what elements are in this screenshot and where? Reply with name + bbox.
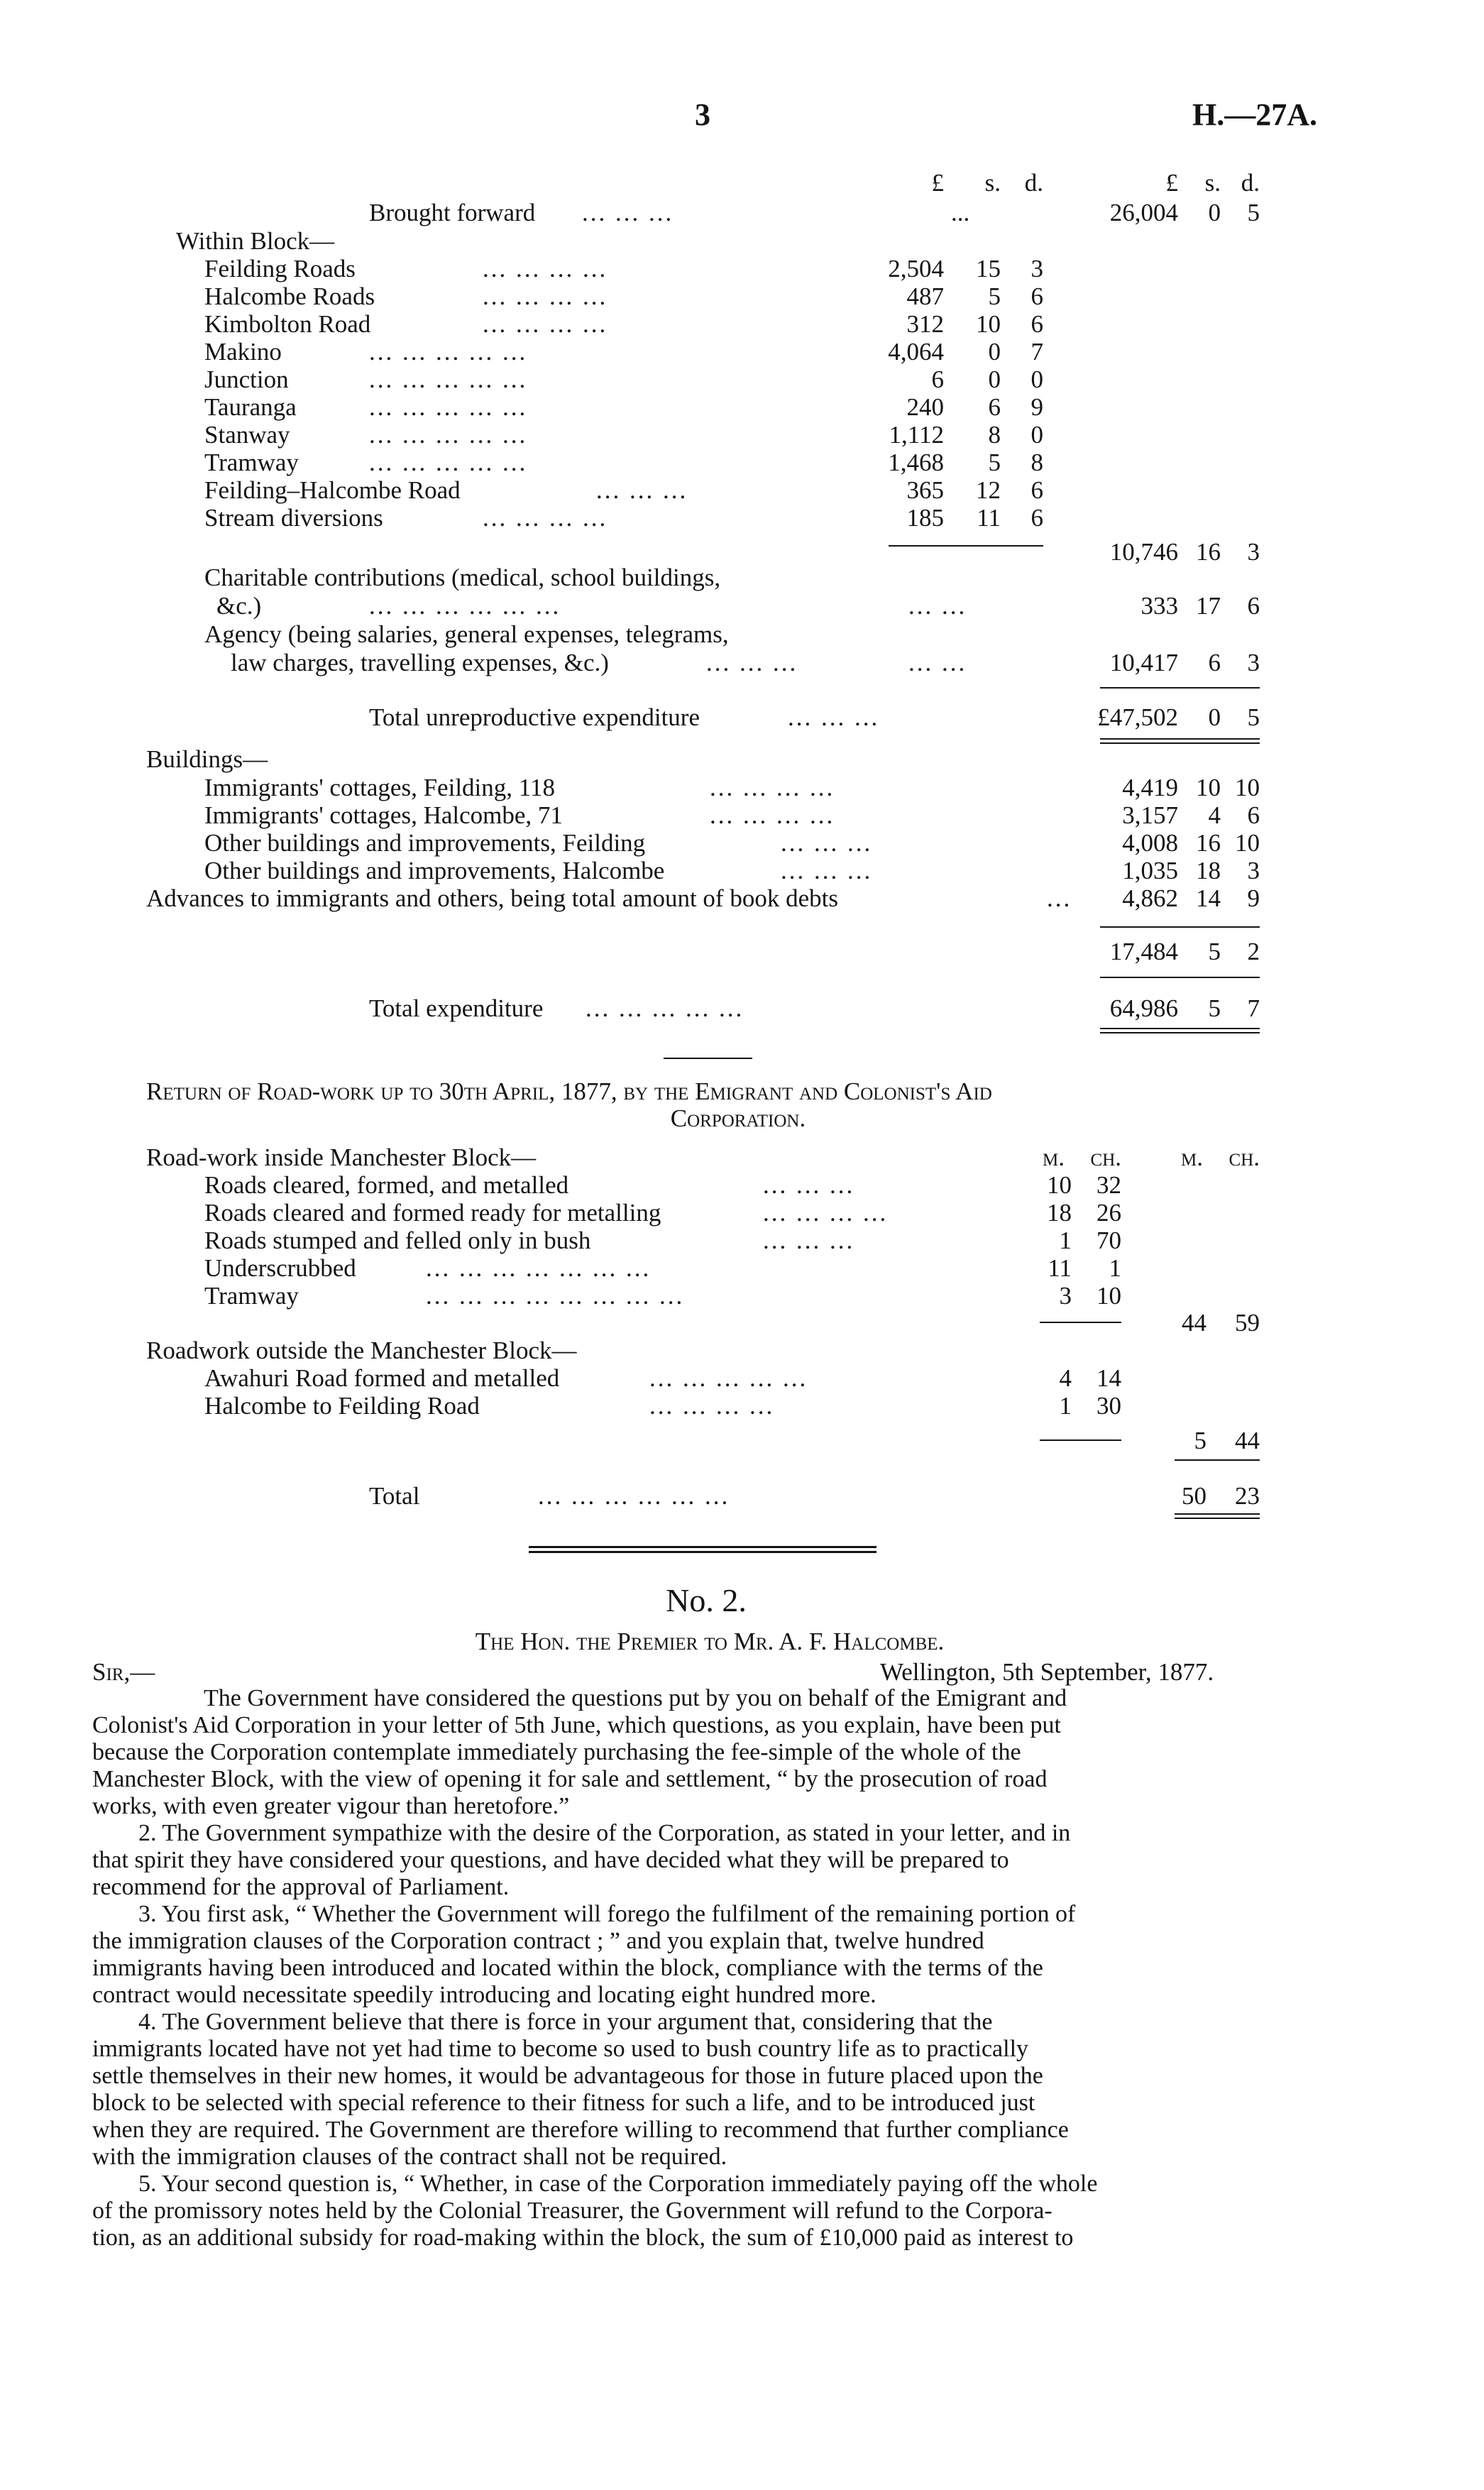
item-dots: ... ... ... ... ... <box>369 366 528 393</box>
item-label: Feilding Roads <box>204 255 356 283</box>
unreproductive-pence: 5 <box>1247 703 1260 731</box>
item-dots: ... ... ... ... <box>483 504 608 532</box>
item-pounds: 185 <box>906 504 944 532</box>
double-rule-a <box>1100 738 1260 740</box>
agency-shillings: 6 <box>1208 649 1221 676</box>
item-label: Roads cleared and formed ready for metalling <box>204 1199 661 1227</box>
brought-forward-shillings: 0 <box>1208 199 1221 226</box>
item-label: Tramway <box>204 449 299 476</box>
letter-line: immigrants having been introduced and located within the block, compliance with the terms of the <box>92 1955 1043 1981</box>
total-expenditure-label: Total expenditure <box>369 994 544 1022</box>
charitable-mid-dots: ... ... <box>908 592 967 620</box>
letter-line: Manchester Block, with the view of opening it for sale and settlement, “ by the prosecution of road <box>92 1766 1048 1792</box>
item-pence: 6 <box>1030 310 1043 338</box>
item-shillings: 10 <box>976 310 1001 338</box>
buildings-total-shillings: 5 <box>1208 938 1221 965</box>
item-shillings: 15 <box>976 255 1001 283</box>
item-chains: 30 <box>1096 1392 1121 1420</box>
item-miles: 4 <box>1059 1364 1072 1392</box>
letter-number: No. 2. <box>666 1582 747 1618</box>
double-rule-c <box>1100 1028 1260 1029</box>
letter-line: Colonist's Aid Corporation in your letter of 5th June, which questions, as you explain, have been put <box>92 1712 1061 1738</box>
within-block-total-shillings: 16 <box>1196 538 1221 566</box>
item-pence: 6 <box>1247 801 1260 829</box>
advances-pounds: 4,862 <box>1122 884 1178 912</box>
item-dots: ... ... ... ... <box>710 801 835 829</box>
roadwork-outside-heading: Roadwork outside the Manchester Block— <box>146 1337 577 1364</box>
letter-subtitle: The Hon. the Premier to Mr. A. F. Halcombe. <box>475 1628 945 1655</box>
col-head-shillings-2: s. <box>1204 169 1221 197</box>
section-divider-short <box>664 1058 752 1059</box>
item-pounds: 487 <box>906 283 944 310</box>
charitable-pounds: 333 <box>1141 592 1178 620</box>
total-expenditure-pounds: 64,986 <box>1109 994 1178 1022</box>
item-dots: ... ... ... ... <box>649 1392 775 1420</box>
item-pounds: 3,157 <box>1122 801 1178 829</box>
brought-forward-dots: ... ... ... <box>582 199 674 226</box>
item-dots: ... ... ... ... ... ... ... <box>426 1254 652 1282</box>
item-pounds: 2,504 <box>888 255 944 283</box>
item-label: Immigrants' cottages, Halcombe, 71 <box>204 801 563 829</box>
item-dots: ... ... ... <box>763 1227 855 1254</box>
subtotal-rule-4 <box>1100 977 1260 978</box>
item-label: Halcombe to Feilding Road <box>204 1392 480 1420</box>
item-pounds: 312 <box>906 310 944 338</box>
item-pounds: 1,035 <box>1122 857 1178 884</box>
item-shillings: 11 <box>977 504 1001 532</box>
advances-pence: 9 <box>1247 884 1260 912</box>
letter-line: 4. The Government believe that there is force in your argument that, considering that the <box>138 2009 993 2035</box>
letter-line: immigrants located have not yet had time to become so used to bush country life as to practically <box>92 2036 1029 2062</box>
letter-line: 5. Your second question is, “ Whether, in case of the Corporation immediately paying off the whole <box>138 2171 1098 2197</box>
agency-label-line2: law charges, travelling expenses, &c.) <box>231 649 609 676</box>
item-pounds: 6 <box>931 366 944 393</box>
within-block-total-pounds: 10,746 <box>1109 538 1178 566</box>
double-rule-b <box>1100 742 1260 744</box>
item-dots: ... ... ... ... ... <box>369 393 528 421</box>
subtotal-rule-3 <box>1100 926 1260 928</box>
item-shillings: 0 <box>988 366 1001 393</box>
roadwork-total-dots: ... ... ... ... ... ... <box>538 1482 730 1510</box>
brought-forward-mid-dots: ... <box>951 199 970 226</box>
subtotal-rule-2 <box>1100 687 1260 689</box>
agency-mid-dots: ... ... <box>908 649 967 676</box>
letter-salutation: Sir,— <box>92 1658 155 1686</box>
letter-line: of the promissory notes held by the Colonial Treasurer, the Government will refund to the Corpora- <box>92 2198 1052 2224</box>
item-chains: 14 <box>1096 1364 1121 1392</box>
letter-line: block to be selected with special reference to their fitness for such a life, and to be introduced just <box>92 2090 1035 2116</box>
item-label: Feilding–Halcombe Road <box>204 476 461 504</box>
roadwork-outside-total-chains: 44 <box>1235 1427 1260 1454</box>
item-label: Roads cleared, formed, and metalled <box>204 1171 569 1199</box>
letter-line: with the immigration clauses of the contract shall not be required. <box>92 2144 727 2170</box>
item-pence: 3 <box>1030 255 1043 283</box>
item-label: Awahuri Road formed and metalled <box>204 1364 560 1392</box>
within-block-heading: Within Block— <box>176 227 335 255</box>
roadwork-grand-total-miles: 50 <box>1182 1482 1207 1510</box>
letter-line: tion, as an additional subsidy for road-making within the block, the sum of £10,000 paid as interest to <box>92 2225 1074 2251</box>
item-chains: 70 <box>1096 1227 1121 1254</box>
item-dots: ... ... ... ... ... ... ... ... <box>426 1282 685 1310</box>
item-label: Junction <box>204 366 289 393</box>
col-head-chains-2: ch. <box>1229 1143 1260 1171</box>
letter-line: settle themselves in their new homes, it would be advantageous for those in future placed upon the <box>92 2063 1043 2089</box>
item-pounds: 4,008 <box>1122 829 1178 857</box>
charitable-label-line2: &c.) <box>216 592 262 620</box>
total-expenditure-pence: 7 <box>1247 994 1260 1022</box>
col-head-pence-1: d. <box>1024 169 1043 197</box>
item-pence: 6 <box>1030 476 1043 504</box>
item-pence: 6 <box>1030 283 1043 310</box>
item-dots: ... ... ... <box>596 476 688 504</box>
section-separator-b <box>529 1551 876 1553</box>
item-miles: 1 <box>1059 1392 1072 1420</box>
item-chains: 10 <box>1096 1282 1121 1310</box>
agency-label-line1: Agency (being salaries, general expenses, telegrams, <box>204 620 729 648</box>
item-label: Immigrants' cottages, Feilding, 118 <box>204 774 555 801</box>
item-label: Stanway <box>204 421 290 449</box>
col-head-chains-1: ch. <box>1090 1143 1121 1171</box>
buildings-total-pounds: 17,484 <box>1109 938 1178 965</box>
item-pence: 9 <box>1030 393 1043 421</box>
unreproductive-shillings: 0 <box>1208 703 1221 731</box>
item-chains: 26 <box>1096 1199 1121 1227</box>
roadwork-inside-total-miles: 44 <box>1182 1309 1207 1337</box>
item-dots: ... ... ... ... <box>483 255 608 283</box>
item-label: Stream diversions <box>204 504 383 532</box>
charitable-pence: 6 <box>1247 592 1260 620</box>
item-chains: 1 <box>1109 1254 1121 1282</box>
item-shillings: 12 <box>976 476 1001 504</box>
roadwork-subtotal-rule-1 <box>1040 1322 1121 1323</box>
unreproductive-dots: ... ... ... <box>788 703 880 731</box>
letter-line: works, with even greater vigour than heretofore.” <box>92 1793 570 1819</box>
col-head-pound-1: £ <box>931 169 944 197</box>
roadwork-title-line2: Corporation. <box>670 1104 806 1132</box>
item-dots: ... ... ... ... <box>483 310 608 338</box>
item-chains: 32 <box>1096 1171 1121 1199</box>
double-rule-d <box>1100 1032 1260 1033</box>
item-pence: 6 <box>1030 504 1043 532</box>
item-dots: ... ... ... <box>781 829 873 857</box>
agency-pounds: 10,417 <box>1109 649 1178 676</box>
item-shillings: 0 <box>988 338 1001 366</box>
unreproductive-pounds: £47,502 <box>1097 703 1178 731</box>
brought-forward-pounds: 26,004 <box>1109 199 1178 226</box>
item-dots: ... ... ... ... ... <box>369 449 528 476</box>
roadwork-outside-total-miles: 5 <box>1194 1427 1207 1454</box>
item-miles: 3 <box>1059 1282 1072 1310</box>
item-shillings: 4 <box>1208 801 1221 829</box>
item-dots: ... ... ... ... ... <box>369 421 528 449</box>
advances-dots: ... <box>1047 884 1072 912</box>
item-shillings: 16 <box>1196 829 1221 857</box>
charitable-shillings: 17 <box>1196 592 1221 620</box>
charitable-dots: ... ... ... ... ... ... <box>369 592 561 620</box>
agency-pence: 3 <box>1247 649 1260 676</box>
item-shillings: 10 <box>1196 774 1221 801</box>
item-pence: 7 <box>1030 338 1043 366</box>
letter-line: when they are required. The Government are therefore willing to recommend that further compliance <box>92 2117 1069 2143</box>
letter-line: recommend for the approval of Parliament. <box>92 1874 510 1900</box>
roadwork-inside-total-chains: 59 <box>1235 1309 1260 1337</box>
letter-line: 3. You first ask, “ Whether the Government will forego the fulfilment of the remaining portion of <box>138 1901 1076 1927</box>
letter-line: that spirit they have considered your questions, and have decided what they will be prepared to <box>92 1847 1009 1873</box>
total-expenditure-dots: ... ... ... ... ... <box>586 994 744 1022</box>
buildings-heading: Buildings— <box>146 745 268 773</box>
item-shillings: 8 <box>988 421 1001 449</box>
charitable-label-line1: Charitable contributions (medical, school buildings, <box>204 564 721 591</box>
letter-line: because the Corporation contemplate immediately purchasing the fee-simple of the whole of the <box>92 1739 1021 1765</box>
item-pounds: 240 <box>906 393 944 421</box>
item-pence: 0 <box>1030 421 1043 449</box>
item-pounds: 4,064 <box>888 338 944 366</box>
item-label: Halcombe Roads <box>204 283 375 310</box>
page-number: 3 <box>695 97 710 132</box>
roadwork-grand-total-chains: 23 <box>1235 1482 1260 1510</box>
col-head-pound-2: £ <box>1165 169 1178 197</box>
item-pence: 3 <box>1247 857 1260 884</box>
item-dots: ... ... ... ... <box>763 1199 889 1227</box>
item-pence: 10 <box>1235 829 1260 857</box>
roadwork-subtotal-rule-2 <box>1040 1439 1121 1441</box>
item-miles: 18 <box>1047 1199 1072 1227</box>
advances-label: Advances to immigrants and others, being total amount of book debts <box>146 884 838 912</box>
item-miles: 1 <box>1059 1227 1072 1254</box>
item-dots: ... ... ... ... <box>710 774 835 801</box>
roadwork-title-line1: Return of Road-work up to 30th April, 1877, by the Emigrant and Colonist's Aid <box>146 1077 992 1105</box>
letter-place-date: Wellington, 5th September, 1877. <box>880 1658 1214 1686</box>
item-label: Other buildings and improvements, Feilding <box>204 829 646 857</box>
item-label: Underscrubbed <box>204 1254 356 1282</box>
item-miles: 11 <box>1048 1254 1072 1282</box>
item-shillings: 6 <box>988 393 1001 421</box>
buildings-total-pence: 2 <box>1247 938 1260 965</box>
item-shillings: 5 <box>988 449 1001 476</box>
item-label: Makino <box>204 338 282 366</box>
item-shillings: 5 <box>988 283 1001 310</box>
brought-forward-pence: 5 <box>1247 199 1260 226</box>
within-block-total-pence: 3 <box>1247 538 1260 566</box>
letter-line: the immigration clauses of the Corporation contract ; ” and you explain that, twelve hundred <box>92 1928 984 1954</box>
col-head-shillings-1: s. <box>984 169 1001 197</box>
item-dots: ... ... ... ... ... <box>369 338 528 366</box>
item-pence: 10 <box>1235 774 1260 801</box>
col-head-miles-2: m. <box>1181 1143 1203 1171</box>
item-pounds: 4,419 <box>1122 774 1178 801</box>
item-label: Kimbolton Road <box>204 310 371 338</box>
item-label: Other buildings and improvements, Halcombe <box>204 857 665 884</box>
subtotal-rule-1 <box>889 545 1043 547</box>
item-dots: ... ... ... ... <box>483 283 608 310</box>
advances-shillings: 14 <box>1196 884 1221 912</box>
item-pounds: 365 <box>906 476 944 504</box>
item-miles: 10 <box>1047 1171 1072 1199</box>
col-head-miles-1: m. <box>1043 1143 1065 1171</box>
item-label: Tauranga <box>204 393 297 421</box>
roadwork-total-label: Total <box>369 1482 420 1510</box>
item-label: Roads stumped and felled only in bush <box>204 1227 591 1254</box>
item-label: Tramway <box>204 1282 299 1310</box>
double-rule-e <box>1175 1513 1260 1515</box>
item-pounds: 1,468 <box>888 449 944 476</box>
letter-line: contract would necessitate speedily introducing and locating eight hundred more. <box>92 1982 876 2008</box>
item-pounds: 1,112 <box>889 421 944 449</box>
item-pence: 8 <box>1030 449 1043 476</box>
letter-line: The Government have considered the questions put by you on behalf of the Emigrant and <box>204 1685 1067 1711</box>
section-separator-a <box>529 1546 876 1548</box>
unreproductive-label: Total unreproductive expenditure <box>369 703 700 731</box>
letter-line: 2. The Government sympathize with the desire of the Corporation, as stated in your letter, and in <box>138 1820 1071 1846</box>
item-shillings: 18 <box>1196 857 1221 884</box>
roadwork-subtotal-rule-3 <box>1175 1459 1260 1461</box>
roadwork-inside-heading: Road-work inside Manchester Block— <box>146 1143 537 1171</box>
agency-dots: ... ... ... <box>706 649 798 676</box>
double-rule-f <box>1175 1518 1260 1519</box>
item-pence: 0 <box>1030 366 1043 393</box>
brought-forward-label: Brought forward <box>369 199 536 226</box>
total-expenditure-shillings: 5 <box>1208 994 1221 1022</box>
item-dots: ... ... ... ... ... <box>649 1364 808 1392</box>
item-dots: ... ... ... <box>781 857 873 884</box>
document-reference: H.—27A. <box>1192 97 1317 132</box>
item-dots: ... ... ... <box>763 1171 855 1199</box>
col-head-pence-2: d. <box>1241 169 1260 197</box>
